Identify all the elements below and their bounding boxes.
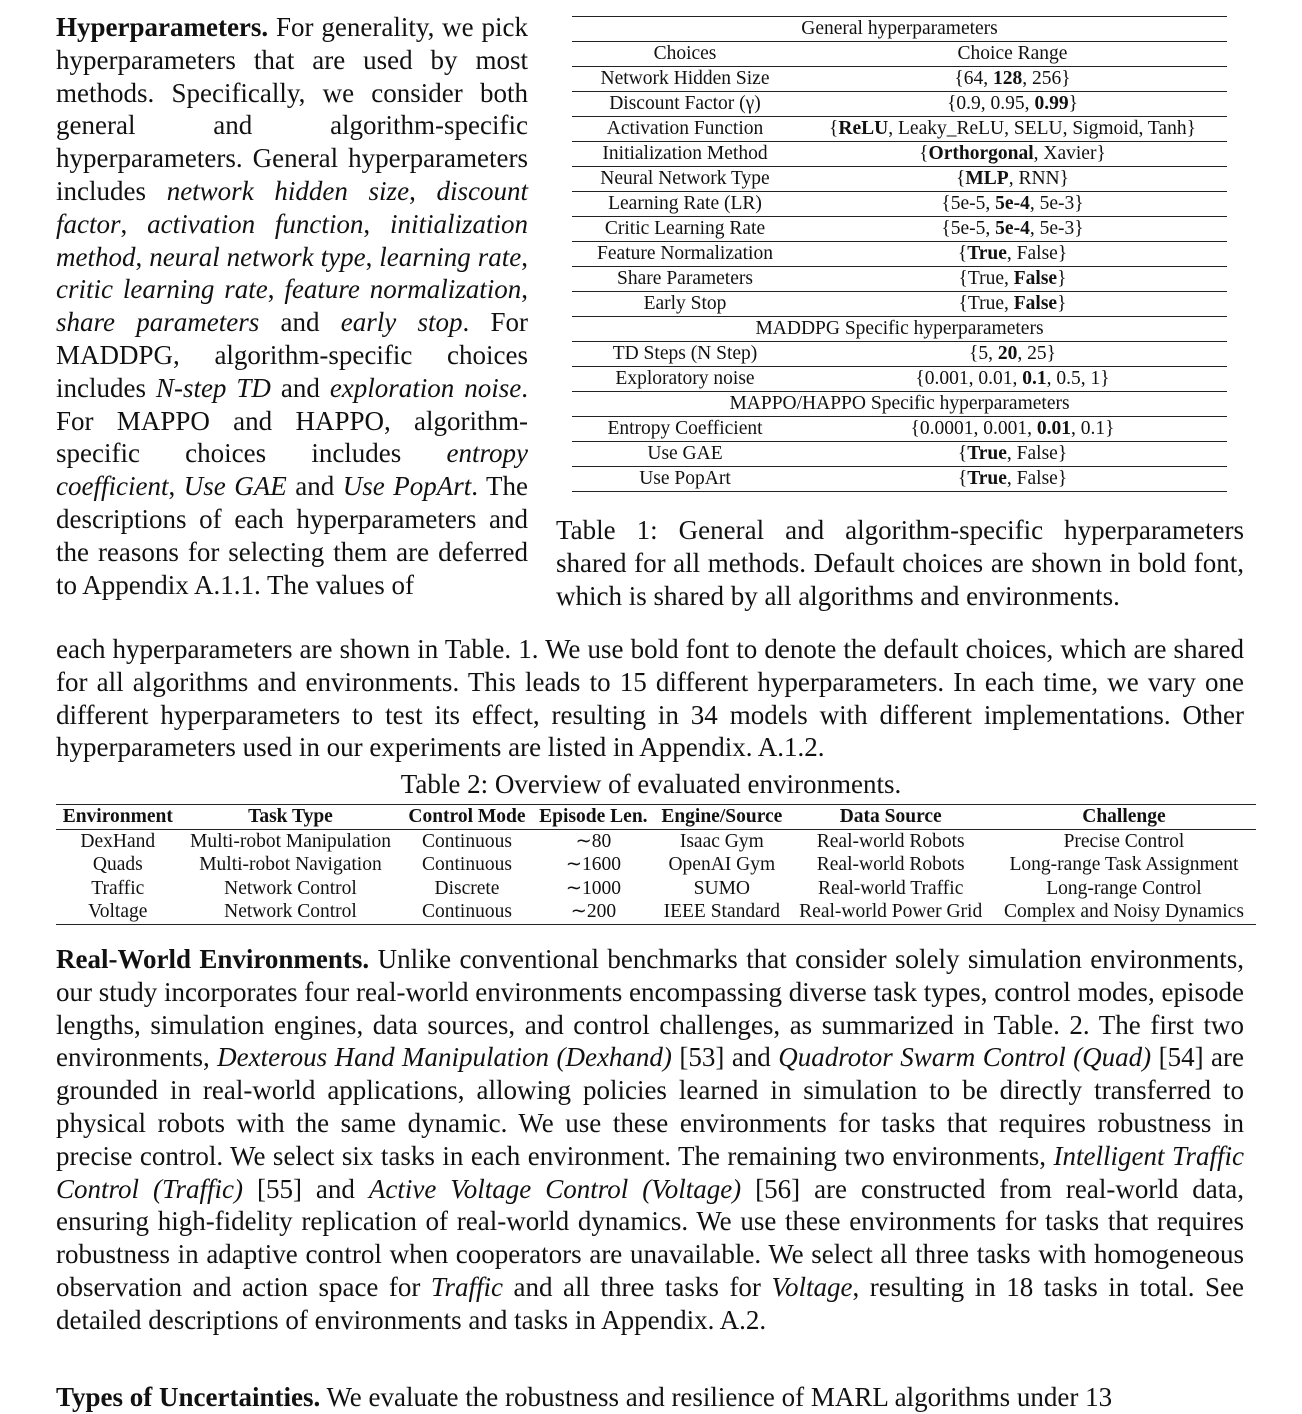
uncertainty-paragraph: Types of Uncertainties. We evaluate the robustness and resilience of MARL algorithms under 13	[56, 1382, 1113, 1412]
table-row: Exploratory noise {0.001, 0.01, 0.1, 0.5, 1}	[572, 367, 1227, 392]
table-row: Learning Rate (LR) {5e-5, 5e-4, 5e-3}	[572, 192, 1227, 217]
table-row: Traffic Network Control Discrete ∼1000 SUMO Real-world Traffic Long-range Control	[91, 877, 1202, 899]
col-control-mode: Control Mode	[401, 805, 532, 830]
table-row: Use PopArt {True, False}	[572, 467, 1227, 492]
table-row: Share Parameters {True, False}	[572, 267, 1227, 292]
hyperparameters-table	[572, 16, 1227, 492]
col-data-source: Data Source	[789, 805, 991, 830]
table1-caption: Table 1: General and algorithm-specific hyperparameters shared for all methods. Default choices are shown in bold font, which is shared by all algorithms and environments.	[556, 515, 1244, 611]
table-row: Voltage Network Control Continuous ∼200 IEEE Standard Real-world Power Grid Complex and Noisy Dynamics	[56, 900, 1256, 924]
hyperparameters-paragraph-cont: each hyperparameters are shown in Table. 1. We use bold font to denote the default choices, which are shared for all algorithms and environments. This leads to 15 different hyperparameters. In each time, we vary one different hyperparameters to test its effect, resulting in 34 models with different implementations. Other hyperparameters used in our experiments are listed in Appendix. A.1.2.	[56, 634, 1244, 763]
table2-caption: Table 2: Overview of evaluated environments.	[400, 769, 902, 799]
paragraph-heading: Types of Uncertainties.	[56, 1382, 321, 1412]
section-mappo: MAPPO/HAPPO Specific hyperparameters	[572, 392, 1227, 417]
table-row: DexHand Multi-robot Manipulation Continuous ∼80 Isaac Gym Real-world Robots Precise Control	[80, 830, 1185, 852]
table-row: Quads Multi-robot Navigation Continuous ∼1600 OpenAI Gym Real-world Robots Long-range Task Assignment	[92, 854, 1239, 875]
hyperparameters-paragraph: Hyperparameters. For generality, we pick hyperparameters that are used by most methods. Specifically, we consider both general and algorithm-specific hyperparameters. General hyperparameters includes network hidden size, discount factor, activation function, initialization method, neural network type, learning rate, critic learning rate, feature normalization, share parameters and early stop. For MADDPG, algorithm-specific choices includes N-step TD and exploration noise. For MAPPO and HAPPO, algorithm-specific choices includes entropy coefficient, Use GAE and Use PopArt. The descriptions of each hyperparameters and the reasons for selecting them are deferred to Appendix A.1.1. The values of	[56, 12, 529, 600]
table-row: Entropy Coefficient {0.0001, 0.001, 0.01, 0.1}	[572, 417, 1227, 442]
table-row: Network Hidden Size {64, 128, 256}	[572, 67, 1227, 92]
col-episode-len: Episode Len.	[533, 805, 655, 830]
paragraph-heading: Hyperparameters.	[56, 12, 269, 42]
table-row: TD Steps (N Step) {5, 20, 25}	[572, 342, 1227, 367]
table-row: Critic Learning Rate {5e-5, 5e-4, 5e-3}	[572, 217, 1227, 242]
table-row: Use GAE {True, False}	[572, 442, 1227, 467]
table-row: Neural Network Type {MLP, RNN}	[572, 167, 1227, 192]
col-engine: Engine/Source	[654, 805, 789, 830]
header-range: Choice Range	[798, 42, 1227, 67]
paragraph-heading: Real-World Environments.	[56, 944, 370, 974]
col-challenge: Challenge	[992, 805, 1256, 830]
real-world-environments-paragraph: Real-World Environments. Unlike conventional benchmarks that consider solely simulation environments, our study incorporates four real-world environments encompassing diverse task types, control modes, episode lengths, simulation engines, data sources, and control challenges, as summarized in Table. 2. The first two environments, Dexterous Hand Manipulation (Dexhand) [53] and Quadrotor Swarm Control (Quad) [54] are grounded in real-world applications, allowing policies learned in simulation to be directly transferred to physical robots with the same dynamic. We use these environments for tasks that requires robustness in precise control. We select six tasks in each environment. The remaining two environments, Intelligent Traffic Control (Traffic) [55] and Active Voltage Control (Voltage) [56] are constructed from real-world data, ensuring high-fidelity replication of real-world dynamics. We use these environments for tasks that requires robustness in adaptive control when cooperators are unavailable. We select all three tasks with homogeneous observation and action space for Traffic and all three tasks for Voltage, resulting in 18 tasks in total. See detailed descriptions of environments and tasks in Appendix. A.2.	[56, 944, 1245, 1335]
section-general: General hyperparameters	[572, 17, 1227, 42]
header-choices: Choices	[572, 42, 798, 67]
table-row: Early Stop {True, False}	[572, 292, 1227, 317]
table-row: Feature Normalization {True, False}	[572, 242, 1227, 267]
table-row: Activation Function {ReLU, Leaky_ReLU, SELU, Sigmoid, Tanh}	[572, 117, 1227, 142]
environments-table	[56, 804, 1256, 925]
col-task-type: Task Type	[180, 805, 402, 830]
col-environment: Environment	[56, 805, 180, 830]
table-row: Initialization Method {Orthorgonal, Xavier}	[572, 142, 1227, 167]
section-maddpg: MADDPG Specific hyperparameters	[572, 317, 1227, 342]
table-row: Discount Factor (γ) {0.9, 0.95, 0.99}	[572, 92, 1227, 117]
